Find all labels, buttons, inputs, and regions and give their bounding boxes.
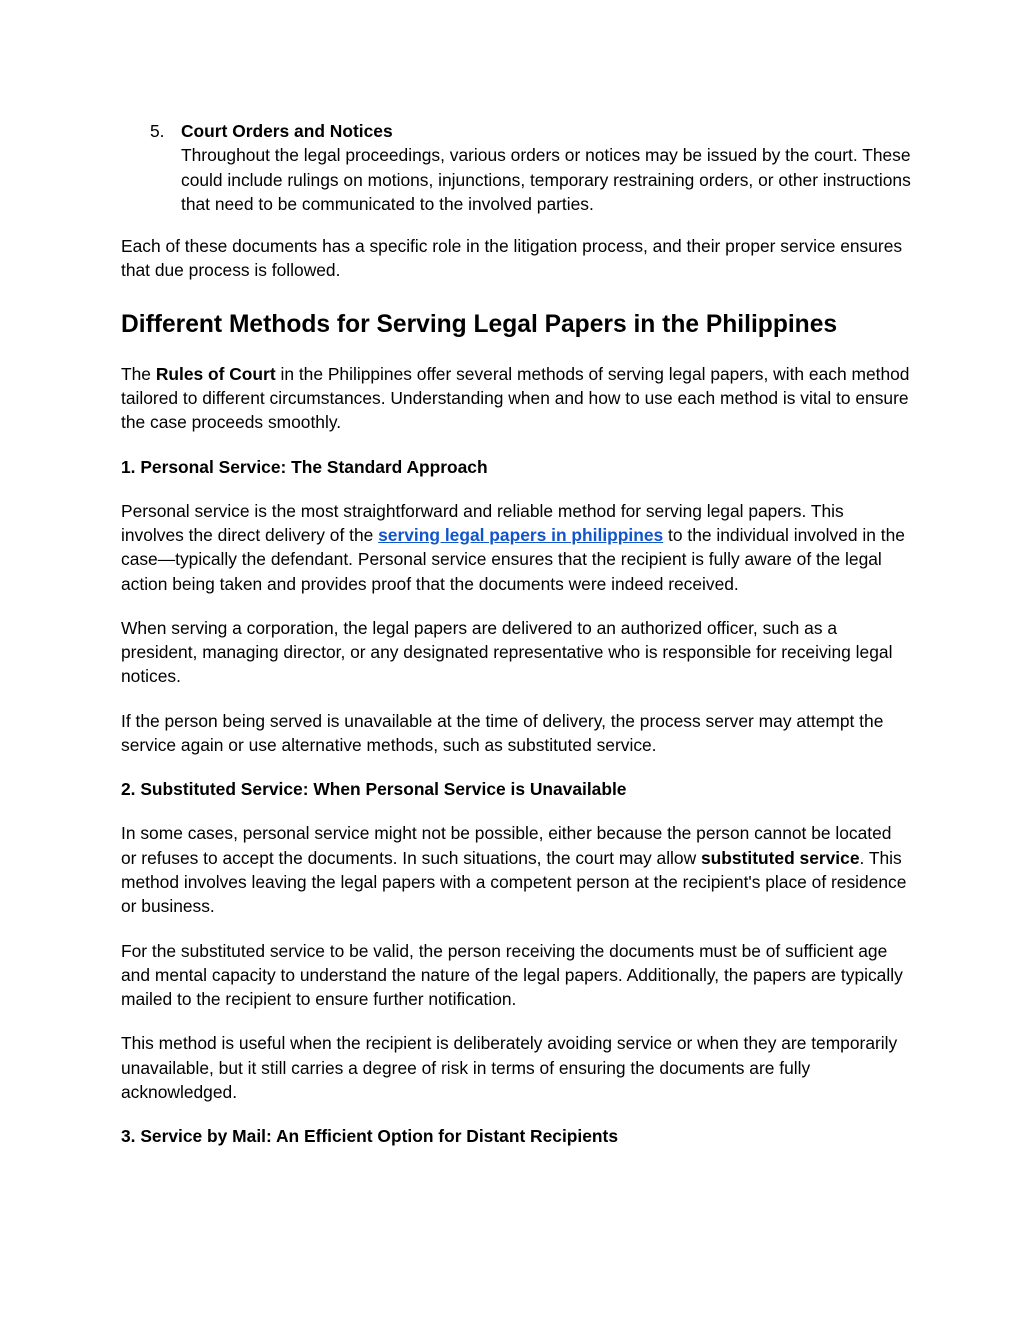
substituted-service-paragraph-1 xyxy=(121,821,911,918)
list-item-title: Court Orders and Notices xyxy=(181,121,393,141)
list-number: 5. xyxy=(150,121,165,141)
document-page xyxy=(121,119,911,1148)
heading-personal-service: 1. Personal Service: The Standard Approach xyxy=(121,456,488,477)
summary-paragraph: Each of these documents has a specific role in the litigation process, and their proper service ensures that due process is followed. xyxy=(121,236,903,281)
substituted-service-paragraph-3: This method is useful when the recipient is deliberately avoiding service or when they are temporarily unavailable, but it still carries a degree of risk in terms of ensuring the documents are fully acknowledged. xyxy=(121,1033,898,1103)
list-item-court-orders xyxy=(121,119,911,216)
substituted-p1-before: In some cases, personal service might not be possible, either because the person cannot be located or refuses to accept the documents. In such situations, the court may allow xyxy=(121,823,892,868)
personal-service-paragraph-3: If the person being served is unavailable at the time of delivery, the process server may attempt the service again or use alternative methods, such as substituted service. xyxy=(121,710,884,756)
personal-p1-after: to the individual involved in the case—typically the defendant. Personal service ensures that the recipient is fully aware of the legal action being taken and provides proof that the documents were indeed received. xyxy=(121,524,905,594)
intro-text-after: in the Philippines offer several methods of serving legal papers, with each method tailored to different circumstances. Understanding when and how to use each method is vital to ensure the case proceeds smoothly. xyxy=(121,363,910,433)
section-heading: Different Methods for Serving Legal Papers in the Philippines xyxy=(121,310,838,338)
personal-service-paragraph-1 xyxy=(121,499,911,596)
intro-bold-rules-of-court: Rules of Court xyxy=(155,363,276,384)
heading-mail-service: 3. Service by Mail: An Efficient Option for Distant Recipients xyxy=(121,1126,619,1147)
personal-p1-before: Personal service is the most straightforward and reliable method for serving legal papers. This involves the direct delivery of the xyxy=(121,500,844,545)
list-item-body: Throughout the legal proceedings, various orders or notices may be issued by the court. These could include rulings on motions, injunctions, temporary restraining orders, or other instructions that need to be communicated to the involved parties. xyxy=(181,145,911,214)
intro-text-before: The xyxy=(121,363,156,384)
substituted-p1-bold: substituted service xyxy=(700,847,860,868)
intro-paragraph xyxy=(121,362,911,435)
substituted-service-paragraph-2: For the substituted service to be valid, the person receiving the documents must be of sufficient age and mental capacity to understand the nature of the legal papers. Additionally, the papers are typically mailed to the recipient to ensure further notification. xyxy=(121,940,903,1010)
serving-legal-papers-link[interactable]: serving legal papers in philippines xyxy=(378,524,664,545)
substituted-p1-after: . This method involves leaving the legal papers with a competent person at the recipient's place of residence or business. xyxy=(121,847,907,917)
personal-service-paragraph-2: When serving a corporation, the legal papers are delivered to an authorized officer, such as a president, managing director, or any designated representative who is responsible for receiving legal notices. xyxy=(121,617,893,687)
heading-substituted-service: 2. Substituted Service: When Personal Service is Unavailable xyxy=(121,779,627,800)
